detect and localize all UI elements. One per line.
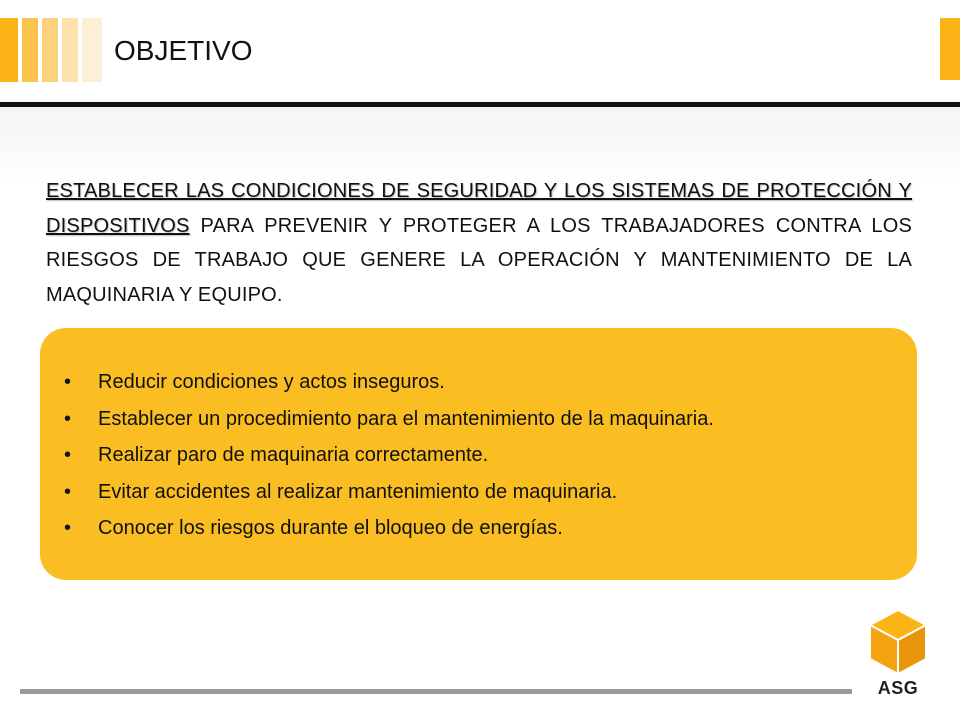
objective-emphasis: ESTABLECER LAS CONDICIONES DE SEGURIDAD Y LOS SISTEMAS DE PROTECCIÓN Y DISPOSITIVOS [46, 180, 912, 237]
goal-text: Realizar paro de maquinaria correctamente. [98, 444, 489, 466]
bullet-icon: • [64, 371, 72, 393]
goal-item [40, 510, 917, 547]
cube-icon [862, 606, 934, 678]
goals-list [40, 364, 917, 547]
page-title: OBJETIVO [114, 35, 253, 66]
goal-text: Establecer un procedimiento para el mantenimiento de la maquinaria. [98, 407, 714, 430]
stripe-3 [42, 18, 58, 82]
company-logo [862, 606, 934, 706]
goal-text: Evitar accidentes al realizar mantenimiento de maquinaria. [98, 480, 618, 503]
objective-rest: PARA PREVENIR Y PROTEGER A LOS TRABAJADORES CONTRA LOS RIESGOS DE TRABAJO QUE GENERE LA OPERACIÓN Y MANTENIMIENTO DE LA MAQUINARIA Y EQUIPO. [46, 214, 912, 306]
goal-text: Conocer los riesgos durante el bloqueo de energías. [98, 517, 563, 539]
stripe-1 [0, 18, 18, 82]
stripe-2 [22, 18, 38, 82]
stripe-5 [82, 18, 102, 82]
bullet-icon: • [64, 407, 72, 430]
goal-item [40, 401, 917, 438]
goals-panel [40, 328, 917, 580]
header-accent-bar [940, 18, 960, 80]
bullet-icon: • [64, 444, 72, 466]
header-stripes [0, 18, 102, 82]
objective-statement [46, 174, 912, 312]
stripe-4 [62, 18, 78, 82]
footer-divider [20, 689, 852, 694]
bullet-icon: • [64, 480, 72, 503]
goal-text: Reducir condiciones y actos inseguros. [98, 371, 445, 393]
bullet-icon: • [64, 517, 72, 539]
goal-item [40, 364, 917, 401]
logo-text: ASG [877, 678, 919, 698]
goal-item [40, 474, 917, 511]
goal-item [40, 437, 917, 474]
